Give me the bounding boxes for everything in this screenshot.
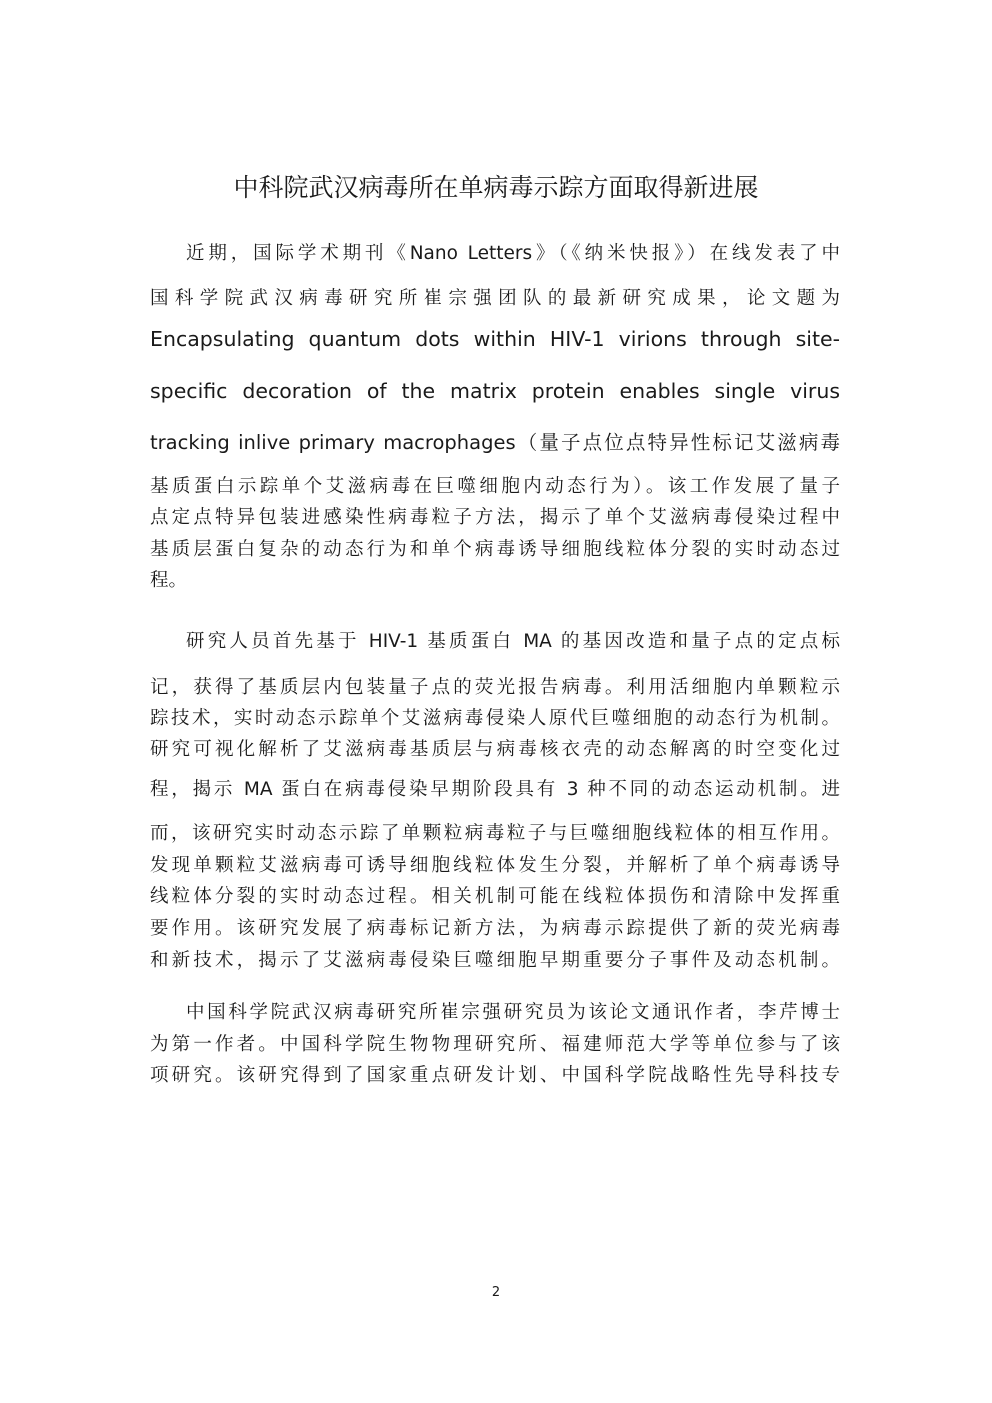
text-line: 点定点特异包装进感染性病毒粒子方法，揭示了单个艾滋病毒侵染过程中 xyxy=(150,507,840,528)
text-line: 近期，国际学术期刊《Nano Letters》（《纳米快报》）在线发表了中 xyxy=(186,243,840,264)
text-line: 要作用。该研究发展了病毒标记新方法，为病毒示踪提供了新的荧光病毒 xyxy=(150,918,840,939)
text-line: 中国科学院武汉病毒研究所崔宗强研究员为该论文通讯作者，李芹博士 xyxy=(186,1002,840,1023)
text-line: 研究可视化解析了艾滋病毒基质层与病毒核衣壳的动态解离的时空变化过 xyxy=(150,739,840,760)
text-line: 基质层蛋白复杂的动态行为和单个病毒诱导细胞线粒体分裂的实时动态过 xyxy=(150,539,840,560)
text-line: 为第一作者。中国科学院生物物理研究所、福建师范大学等单位参与了该 xyxy=(150,1034,840,1055)
text-line: Encapsulating quantum dots within HIV-1 virions through site- xyxy=(150,327,840,351)
text-line: 而，该研究实时动态示踪了单颗粒病毒粒子与巨噬细胞线粒体的相互作用。 xyxy=(150,823,840,844)
text-line: specific decoration of the matrix protein enables single virus xyxy=(150,379,840,403)
page-number: 2 xyxy=(491,1285,501,1300)
text-line: 程，揭示 MA 蛋白在病毒侵染早期阶段具有 3 种不同的动态运动机制。进 xyxy=(150,779,840,800)
article-title: 中科院武汉病毒所在单病毒示踪方面取得新进展 xyxy=(233,173,759,202)
text-line: 发现单颗粒艾滋病毒可诱导细胞线粒体发生分裂，并解析了单个病毒诱导 xyxy=(150,855,840,876)
text-line: 国科学院武汉病毒研究所崔宗强团队的最新研究成果，论文题为 xyxy=(150,288,840,309)
text-line: 记，获得了基质层内包装量子点的荧光报告病毒。利用活细胞内单颗粒示 xyxy=(150,677,840,698)
text-line: tracking inlive primary macrophages（量子点位点特异性标记艾滋病毒 xyxy=(150,431,840,454)
text-line: 线粒体分裂的实时动态过程。相关机制可能在线粒体损伤和清除中发挥重 xyxy=(150,886,840,907)
text-line: 和新技术，揭示了艾滋病毒侵染巨噬细胞早期重要分子事件及动态机制。 xyxy=(150,950,840,971)
text-line: 研究人员首先基于 HIV-1 基质蛋白 MA 的基因改造和量子点的定点标 xyxy=(186,631,840,652)
text-line: 项研究。该研究得到了国家重点研发计划、中国科学院战略性先导科技专 xyxy=(150,1065,840,1086)
text-line: 程。 xyxy=(150,570,188,591)
text-line: 基质蛋白示踪单个艾滋病毒在巨噬细胞内动态行为）。该工作发展了量子 xyxy=(150,476,840,497)
text-line: 踪技术，实时动态示踪单个艾滋病毒侵染人原代巨噬细胞的动态行为机制。 xyxy=(150,708,840,729)
